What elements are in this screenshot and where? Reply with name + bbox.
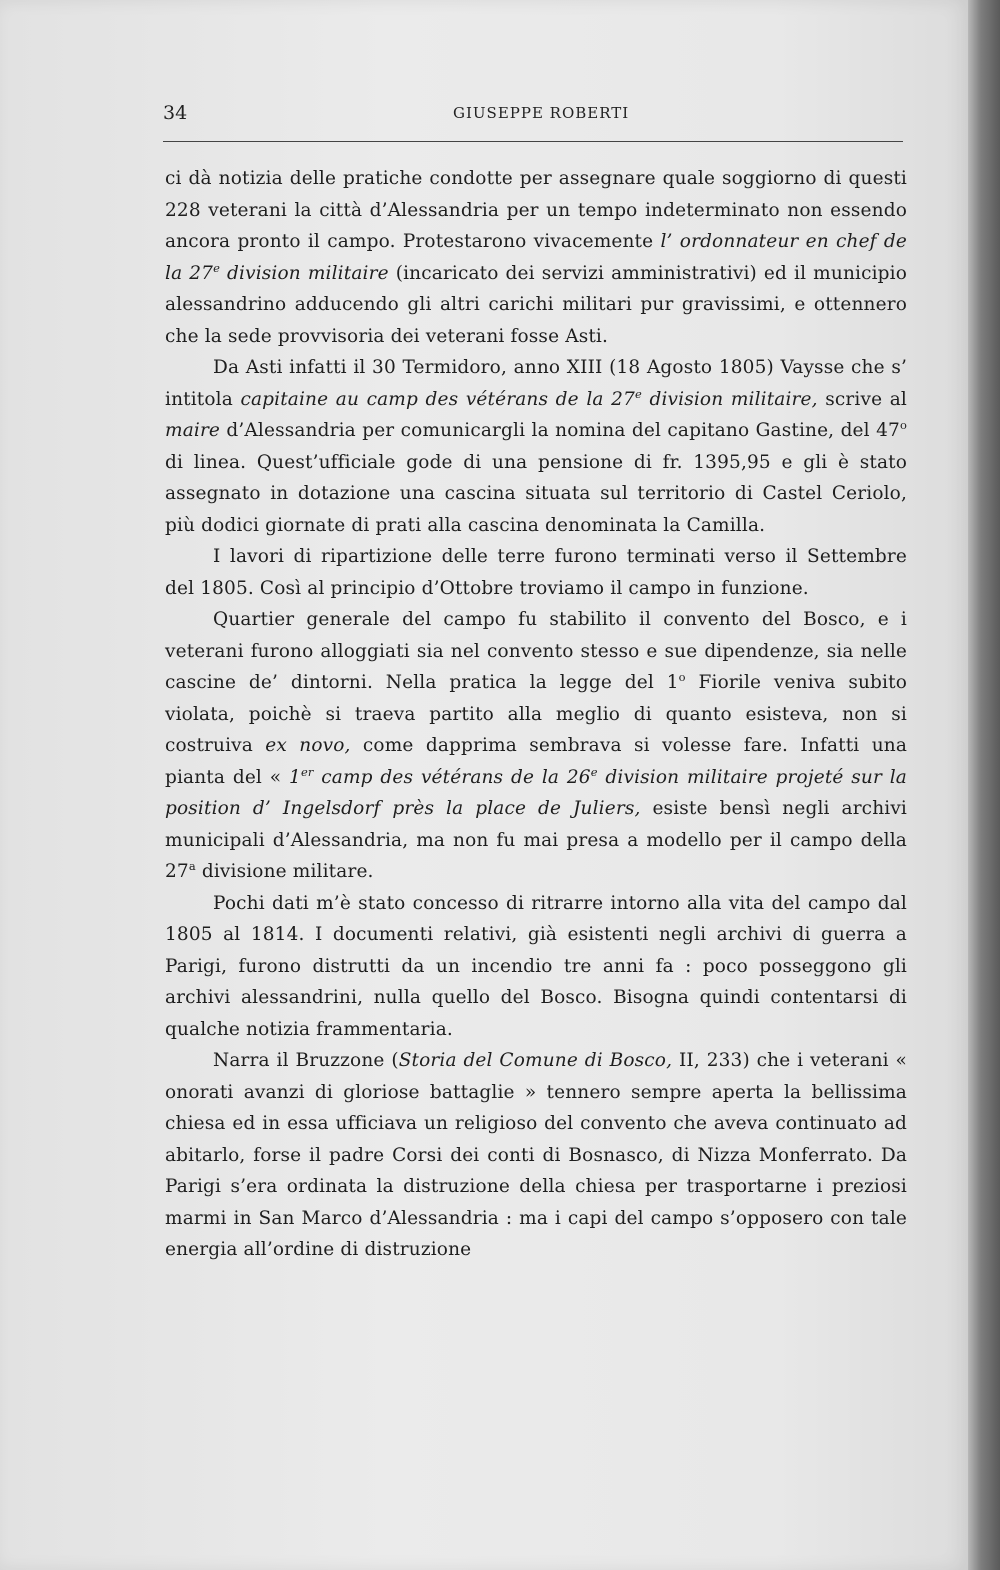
text-run: d’Alessandria per comunicargli la nomina del capitano Gastine, del 47 xyxy=(220,420,900,441)
body-text xyxy=(165,163,907,1266)
superscript: er xyxy=(300,764,314,779)
superscript: a xyxy=(188,858,196,873)
book-spine-shadow xyxy=(968,0,1000,1570)
paragraph xyxy=(165,1045,907,1266)
paragraph xyxy=(165,352,907,541)
page-number: 34 xyxy=(163,102,188,124)
italic-text: division militaire, xyxy=(641,388,818,410)
text-run: I lavori di ripartizione delle terre furono terminati verso il Settembre del 1805. Così al principio d’Ottobre troviamo il campo in funzione. xyxy=(165,546,907,599)
italic-text: ex novo, xyxy=(265,735,351,756)
text-run: II, 233) che i veterani « onorati avanzi di gloriose battaglie » tennero sempre aperta la bellissima chiesa ed in essa ufficiava un religioso del convento che aveva continuato ad abitarlo, forse il padre Corsi dei conti di Bosnasco, di Nizza Monferrato. Da Parigi s’era ordinata la distruzione della chiesa per trasportarne i preziosi marmi in San Marco d’Alessandria : ma i capi del campo s’opposero con tale energia all’ordine di distruzione xyxy=(165,1050,908,1260)
superscript: e xyxy=(213,260,221,275)
italic-text: Storia del Comune di Bosco, xyxy=(398,1050,673,1071)
text-run: di linea. Quest’ufficiale gode di una pensione di fr. 1395,95 e gli è stato assegnato in dotazione una cascina situata sul territorio di Castel Ceriolo, più dodici giornate di prati alla cascina denominata la Camilla. xyxy=(165,451,907,536)
page-header xyxy=(163,98,903,134)
paragraph xyxy=(165,541,907,604)
text-run: Narra il Bruzzone ( xyxy=(213,1050,399,1071)
text-run: scrive al xyxy=(817,388,907,410)
text-run: Pochi dati m’è stato concesso di ritrarre intorno alla vita del campo dal 1805 al 1814. I documenti relativi, già esistenti negli archivi di guerra a Parigi, furono distrutti da un incendio tre anni fa : poco posseggono gli archivi alessandrini, nulla quello del Bosco. Bisogna quindi contentarsi di qualche notizia frammentaria. xyxy=(165,892,907,1040)
header-rule xyxy=(163,141,903,142)
superscript: o xyxy=(899,417,907,432)
superscript: e xyxy=(634,386,642,401)
paragraph xyxy=(165,163,907,352)
italic-text: capitaine au camp des vétérans de la 27 xyxy=(240,388,635,410)
italic-text: maire xyxy=(165,420,221,441)
text-run: come dapprima sembrava si volesse fare. Infatti una pianta del « xyxy=(165,735,908,788)
text-run: Quartier generale del campo fu stabilito il convento del Bosco, e i veterani furono alloggiati sia nel convento stesso e sue dipendenze, sia nelle cascine de’ dintorni. Nella pratica la legge del 1 xyxy=(165,609,907,693)
superscript: e xyxy=(590,764,598,779)
italic-text: division militaire projeté sur la position d’ Ingelsdorf près la place de Juliers, xyxy=(165,766,907,819)
text-run: esiste bensì negli archivi municipali d’Alessandria, ma non fu mai presa a modello per il campo della 27 xyxy=(165,798,907,882)
running-head: GIUSEPPE ROBERTI xyxy=(453,104,630,122)
text-run: Da Asti infatti il 30 Termidoro, anno XIII (18 Agosto 1805) Vaysse che s’ intitola xyxy=(165,357,907,410)
italic-text: division militaire xyxy=(220,262,389,284)
paragraph xyxy=(165,888,907,1046)
text-run: ci dà notizia delle pratiche condotte per assegnare quale soggiorno di questi 228 veterani la città d’Alessandria per un tempo indeterminato non essendo ancora pronto il campo. Protestarono vivacemente xyxy=(165,168,907,252)
text-run: (incaricato dei servizi amministrativi) ed il municipio alessandrino adducendo gli altri carichi militari pur gravissimi, e ottennero che la sede provvisoria dei veterani fosse Asti. xyxy=(165,262,907,347)
text-run: Fiorile veniva subito violata, poichè si traeva partito alla meglio di quanto esisteva, non si costruiva xyxy=(165,672,907,756)
text-run: divisione militare. xyxy=(195,861,374,882)
italic-text: 1 xyxy=(289,766,301,788)
italic-text: l’ ordonnateur en chef de la 27 xyxy=(165,231,907,284)
paragraph xyxy=(165,604,907,888)
superscript: o xyxy=(678,669,686,684)
italic-text: camp des vétérans de la 26 xyxy=(313,766,591,788)
